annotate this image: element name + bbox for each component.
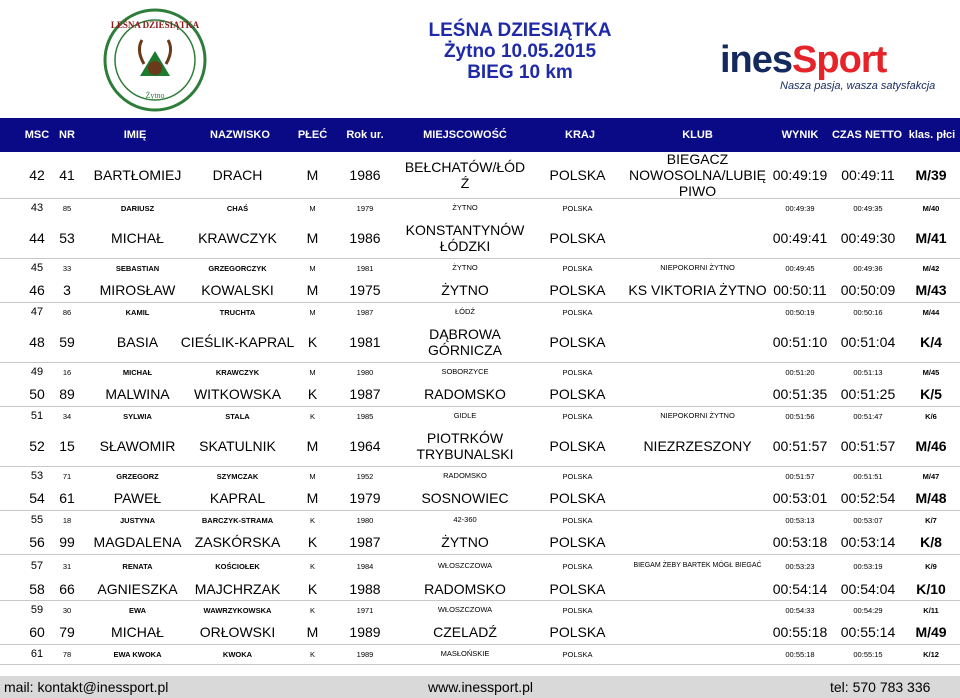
svg-text:Żytno: Żytno	[145, 91, 165, 100]
cell-kraj: POLSKA	[549, 386, 606, 402]
cell-nr: 16	[62, 367, 72, 377]
cell-klub	[620, 620, 775, 644]
cell-rok: 1971	[356, 605, 374, 615]
cell-klas: M/49	[915, 624, 947, 640]
cell-klub	[620, 362, 775, 382]
cell-wynik: 00:54:33	[785, 605, 815, 615]
table-row	[0, 362, 960, 383]
event-logo	[100, 6, 210, 114]
cell-plec: M	[306, 490, 319, 506]
cell-wynik: 00:49:19	[772, 167, 828, 183]
col-miejscowosc: MIEJSCOWOŚĆ	[423, 129, 507, 141]
cell-netto: 00:55:14	[840, 624, 896, 640]
cell-netto: 00:51:25	[840, 386, 896, 402]
cell-miejscowosc: GIDLE	[453, 410, 477, 420]
cell-nazwisko: KOŚCIOŁEK	[215, 561, 260, 571]
col-wynik: WYNIK	[781, 129, 819, 141]
cell-wynik: 00:51:57	[785, 471, 815, 481]
cell-rok: 1986	[349, 230, 381, 246]
cell-nazwisko: CHAŚ	[226, 203, 249, 213]
cell-nazwisko: SKATULNIK	[199, 438, 276, 454]
cell-imie: AGNIESZKA	[97, 581, 178, 597]
cell-nazwisko: STALA	[225, 411, 250, 421]
cell-netto: 00:51:51	[853, 471, 883, 481]
cell-kraj: POLSKA	[562, 471, 593, 481]
cell-plec: M	[309, 367, 316, 377]
cell-imie: MICHAŁ	[111, 624, 164, 640]
cell-nazwisko: KRAWCZYK	[198, 230, 277, 246]
cell-wynik: 00:51:10	[772, 334, 828, 350]
cell-wynik: 00:53:23	[785, 561, 815, 571]
cell-klub	[620, 322, 775, 362]
cell-kraj: POLSKA	[549, 230, 606, 246]
cell-nr: 15	[59, 438, 75, 454]
cell-klas: K/4	[920, 334, 942, 350]
cell-klas: M/40	[922, 203, 940, 213]
cell-netto: 00:53:19	[853, 561, 883, 571]
cell-wynik: 00:50:11	[773, 282, 827, 298]
cell-miejscowosc: MASŁOŃSKIE	[440, 648, 490, 658]
cell-imie: EWA KWOKA	[113, 649, 162, 659]
cell-rok: 1981	[356, 263, 374, 273]
cell-wynik: 00:53:01	[772, 490, 828, 506]
cell-miejscowosc: WŁOSZCZOWA	[437, 560, 493, 570]
cell-imie: DARIUSZ	[120, 203, 155, 213]
cell-nr: 34	[62, 411, 72, 421]
cell-msc: 60	[29, 624, 45, 640]
cell-plec: K	[309, 605, 315, 615]
cell-klas: M/41	[915, 230, 947, 246]
table-row	[0, 322, 960, 363]
cell-rok: 1980	[356, 367, 374, 377]
cell-nazwisko: WITKOWSKA	[193, 386, 282, 402]
cell-miejscowosc: CZELADŹ	[433, 623, 497, 640]
cell-klas: K/8	[920, 534, 942, 550]
cell-miejscowosc: DĄBROWA GÓRNICZA	[428, 325, 502, 358]
cell-miejscowosc: ŻYTNO	[441, 533, 489, 550]
cell-miejscowosc: RADOMSKO	[424, 580, 506, 597]
table-row	[0, 302, 960, 323]
table-row	[0, 258, 960, 279]
cell-plec: M	[306, 230, 319, 246]
cell-rok: 1986	[349, 167, 381, 183]
table-row	[0, 382, 960, 407]
cell-imie: EWA	[128, 605, 147, 615]
brand-prefix: ines	[720, 39, 793, 81]
cell-nazwisko: SZYMCZAK	[216, 471, 259, 481]
cell-imie: SŁAWOMIR	[99, 438, 176, 454]
cell-msc: 44	[29, 230, 45, 246]
col-rok: Rok ur.	[346, 129, 384, 141]
cell-nr: 53	[59, 230, 75, 246]
cell-kraj: POLSKA	[549, 438, 606, 454]
cell-netto: 00:51:47	[853, 411, 883, 421]
cell-nr: 99	[59, 534, 75, 550]
cell-klas: K/12	[923, 649, 939, 659]
cell-wynik: 00:51:57	[772, 438, 828, 454]
cell-klub: NIEPOKORNI ŻYTNO	[660, 410, 735, 420]
cell-klub	[620, 600, 775, 620]
table-row	[0, 530, 960, 555]
cell-kraj: POLSKA	[549, 334, 606, 350]
page-header	[0, 0, 960, 118]
cell-netto: 00:49:11	[841, 167, 895, 183]
table-row	[0, 198, 960, 219]
table-row	[0, 152, 960, 199]
cell-miejscowosc: ŻYTNO	[441, 281, 489, 298]
cell-imie: PAWEŁ	[113, 490, 162, 506]
table-row	[0, 406, 960, 427]
cell-kraj: POLSKA	[549, 490, 606, 506]
cell-netto: 00:51:57	[840, 438, 896, 454]
cell-kraj: POLSKA	[562, 649, 593, 659]
cell-imie: BARTŁOMIEJ	[93, 167, 182, 183]
cell-plec: M	[309, 203, 316, 213]
cell-nazwisko: WAWRZYKOWSKA	[203, 605, 272, 615]
cell-msc: 49	[30, 366, 44, 378]
table-row	[0, 278, 960, 303]
cell-wynik: 00:51:35	[772, 386, 828, 402]
col-plec: PŁEĆ	[297, 129, 328, 141]
cell-klub	[620, 578, 775, 600]
cell-rok: 1984	[356, 561, 374, 571]
col-nazwisko: NAZWISKO	[210, 129, 270, 141]
col-klub: KLUB	[682, 129, 713, 141]
cell-msc: 46	[29, 282, 45, 298]
cell-klub: BIEGAM ŻEBY BARTEK MÓGŁ BIEGAĆ	[633, 561, 762, 569]
cell-klas: M/39	[915, 167, 947, 183]
cell-klub	[620, 218, 775, 258]
cell-netto: 00:50:16	[853, 307, 883, 317]
cell-rok: 1989	[349, 624, 381, 640]
cell-klas: M/46	[915, 438, 947, 454]
cell-plec: K	[309, 411, 315, 421]
cell-plec: K	[307, 581, 318, 597]
cell-kraj: POLSKA	[562, 411, 593, 421]
cell-msc: 61	[30, 648, 44, 660]
cell-nr: 86	[62, 307, 72, 317]
table-row	[0, 466, 960, 487]
cell-plec: M	[306, 438, 319, 454]
cell-nazwisko: GRZEGORCZYK	[208, 263, 267, 273]
brand-logo	[720, 39, 936, 92]
cell-kraj: POLSKA	[549, 624, 606, 640]
table-row	[0, 578, 960, 601]
cell-netto: 00:52:54	[840, 490, 896, 506]
cell-miejscowosc: RADOMSKO	[443, 470, 487, 480]
cell-msc: 45	[30, 262, 44, 274]
cell-rok: 1987	[356, 307, 374, 317]
cell-imie: JUSTYNA	[119, 515, 155, 525]
cell-netto: 00:51:04	[840, 334, 896, 350]
cell-imie: SYLWIA	[123, 411, 152, 421]
table-row	[0, 510, 960, 531]
col-kraj: KRAJ	[565, 129, 595, 141]
cell-klub: NIEPOKORNI ŻYTNO	[660, 262, 735, 272]
cell-nazwisko: ZASKÓRSKA	[194, 534, 281, 550]
cell-nr: 78	[62, 649, 72, 659]
cell-klas: K/9	[925, 561, 937, 571]
cell-plec: K	[309, 515, 315, 525]
brand-name	[720, 40, 886, 80]
cell-wynik: 00:54:14	[772, 581, 828, 597]
cell-rok: 1987	[349, 386, 381, 402]
svg-text:LEŚNA DZIESIĄTKA: LEŚNA DZIESIĄTKA	[110, 20, 200, 30]
cell-klub: KS VIKTORIA ŻYTNO	[628, 281, 767, 298]
table-row	[0, 554, 960, 579]
cell-klub	[620, 510, 775, 530]
cell-msc: 51	[30, 410, 44, 422]
cell-plec: M	[309, 471, 316, 481]
cell-kraj: POLSKA	[562, 307, 593, 317]
cell-kraj: POLSKA	[562, 367, 593, 377]
cell-miejscowosc: 42-360	[453, 514, 477, 524]
col-klas: klas. płci	[908, 129, 956, 141]
cell-miejscowosc: WŁOSZCZOWA	[437, 604, 493, 614]
cell-msc: 54	[29, 490, 45, 506]
cell-imie: MICHAŁ	[122, 367, 153, 377]
cell-wynik: 00:53:13	[785, 515, 815, 525]
event-date: Żytno 10.05.2015	[443, 41, 597, 62]
cell-msc: 43	[30, 202, 44, 214]
footer-website: www.inessport.pl	[428, 679, 534, 695]
table-row	[0, 644, 960, 665]
cell-klas: K/7	[925, 515, 937, 525]
cell-plec: K	[307, 334, 318, 350]
table-row	[0, 620, 960, 645]
cell-kraj: POLSKA	[562, 515, 593, 525]
cell-netto: 00:49:30	[840, 230, 896, 246]
cell-msc: 52	[29, 438, 45, 454]
cell-nr: 89	[59, 386, 75, 402]
cell-klas: K/5	[920, 386, 942, 402]
event-distance: BIEG 10 km	[467, 62, 573, 83]
event-name: LEŚNA DZIESIĄTKA	[428, 20, 612, 41]
cell-rok: 1980	[356, 515, 374, 525]
brand-tagline: Nasza pasja, wasza satysfakcja	[780, 80, 936, 92]
cell-rok: 1985	[356, 411, 374, 421]
cell-nazwisko: DRACH	[212, 167, 263, 183]
cell-nr: 71	[62, 471, 72, 481]
cell-klas: K/10	[916, 581, 946, 597]
cell-nr: 18	[62, 515, 72, 525]
cell-plec: K	[309, 649, 315, 659]
cell-nr: 33	[62, 263, 72, 273]
cell-klub	[620, 302, 775, 322]
cell-nr: 85	[62, 203, 72, 213]
cell-nr: 79	[59, 624, 75, 640]
cell-klub	[620, 466, 775, 486]
cell-plec: M	[309, 263, 316, 273]
cell-klas: M/48	[915, 490, 947, 506]
cell-miejscowosc: SOBORZYCE	[441, 366, 489, 376]
cell-miejscowosc: SOSNOWIEC	[421, 489, 509, 506]
cell-klub	[620, 382, 775, 406]
cell-msc: 59	[30, 604, 44, 616]
cell-nazwisko: BARCZYK-STRAMA	[201, 515, 274, 525]
cell-msc: 55	[30, 514, 44, 526]
cell-miejscowosc: ŻYTNO	[452, 202, 478, 212]
col-msc: MSC	[24, 129, 50, 141]
cell-kraj: POLSKA	[549, 167, 606, 183]
cell-nr: 41	[59, 167, 75, 183]
cell-kraj: POLSKA	[562, 605, 593, 615]
cell-klub	[620, 530, 775, 554]
cell-wynik: 00:49:39	[785, 203, 815, 213]
cell-plec: K	[307, 534, 318, 550]
cell-nazwisko: KOWALSKI	[201, 282, 274, 298]
cell-plec: M	[306, 167, 319, 183]
cell-rok: 1979	[349, 490, 381, 506]
cell-nr: 66	[59, 581, 75, 597]
table-row	[0, 486, 960, 511]
cell-nazwisko: KAPRAL	[209, 490, 266, 506]
cell-imie: BASIA	[116, 334, 159, 350]
cell-rok: 1975	[349, 282, 381, 298]
cell-rok: 1988	[349, 581, 381, 597]
cell-kraj: POLSKA	[562, 263, 593, 273]
cell-netto: 00:54:04	[840, 581, 896, 597]
cell-klub	[620, 486, 775, 510]
cell-miejscowosc: PIOTRKÓW TRYBUNALSKI	[416, 429, 514, 462]
cell-wynik: 00:49:41	[772, 230, 828, 246]
cell-netto: 00:49:36	[853, 263, 883, 273]
cell-wynik: 00:51:56	[785, 411, 815, 421]
table-row	[0, 218, 960, 259]
cell-msc: 53	[30, 470, 44, 482]
col-nr: NR	[59, 129, 75, 141]
cell-nazwisko: KWOKA	[222, 649, 253, 659]
event-title	[380, 20, 660, 83]
cell-netto: 00:51:13	[853, 367, 883, 377]
cell-plec: M	[306, 282, 319, 298]
cell-msc: 47	[30, 306, 44, 318]
cell-miejscowosc: BEŁCHATÓW/ŁÓD Ź	[404, 158, 526, 191]
cell-plec: M	[306, 624, 319, 640]
cell-netto: 00:53:07	[853, 515, 883, 525]
cell-imie: MALWINA	[105, 386, 170, 402]
cell-netto: 00:50:09	[840, 282, 896, 298]
cell-nr: 30	[62, 605, 72, 615]
cell-nazwisko: TRUCHTA	[219, 307, 256, 317]
cell-miejscowosc: RADOMSKO	[424, 385, 506, 402]
table-row	[0, 600, 960, 621]
cell-msc: 56	[29, 534, 45, 550]
cell-imie: MIROSŁAW	[99, 282, 176, 298]
cell-klas: K/11	[923, 605, 939, 615]
cell-nr: 59	[59, 334, 75, 350]
cell-klub	[620, 644, 775, 664]
brand-suffix: Sport	[792, 39, 887, 81]
cell-netto: 00:53:14	[840, 534, 896, 550]
cell-nazwisko: CIEŚLIK-KAPRAL	[180, 334, 295, 350]
page-footer	[0, 676, 960, 698]
cell-wynik: 00:50:19	[785, 307, 815, 317]
cell-klas: M/42	[922, 263, 940, 273]
cell-kraj: POLSKA	[562, 203, 593, 213]
cell-wynik: 00:55:18	[785, 649, 815, 659]
cell-imie: GRZEGORZ	[116, 471, 159, 481]
cell-msc: 58	[29, 581, 45, 597]
cell-kraj: POLSKA	[549, 282, 606, 298]
cell-nazwisko: MAJCHRZAK	[194, 581, 281, 597]
cell-wynik: 00:55:18	[772, 624, 828, 640]
cell-kraj: POLSKA	[549, 581, 606, 597]
cell-nr: 31	[62, 561, 72, 571]
cell-rok: 1979	[356, 203, 374, 213]
cell-klub: NIEZRZESZONY	[643, 437, 752, 454]
cell-netto: 00:49:35	[853, 203, 883, 213]
cell-rok: 1964	[349, 438, 381, 454]
cell-kraj: POLSKA	[562, 561, 593, 571]
cell-nr: 3	[63, 282, 71, 298]
cell-nr: 61	[59, 490, 75, 506]
cell-klas: K/6	[925, 411, 937, 421]
cell-imie: SEBASTIAN	[115, 263, 160, 273]
cell-plec: K	[307, 386, 318, 402]
cell-plec: M	[309, 307, 316, 317]
cell-wynik: 00:49:45	[785, 263, 815, 273]
cell-wynik: 00:51:20	[785, 367, 815, 377]
cell-klas: M/44	[922, 307, 940, 317]
cell-miejscowosc: ŻYTNO	[452, 262, 478, 272]
cell-msc: 57	[30, 560, 44, 572]
cell-nazwisko: ORŁOWSKI	[199, 624, 276, 640]
cell-msc: 48	[29, 334, 45, 350]
cell-plec: K	[309, 561, 315, 571]
col-czas-netto: CZAS NETTO	[831, 129, 903, 141]
cell-kraj: POLSKA	[549, 534, 606, 550]
cell-klub	[620, 198, 775, 218]
cell-rok: 1989	[356, 649, 374, 659]
cell-rok: 1981	[349, 334, 381, 350]
cell-wynik: 00:53:18	[772, 534, 828, 550]
table-header	[0, 118, 960, 152]
cell-netto: 00:54:29	[853, 605, 883, 615]
table-row	[0, 426, 960, 467]
cell-msc: 42	[29, 167, 45, 183]
cell-nazwisko: KRAWCZYK	[215, 367, 260, 377]
cell-msc: 50	[29, 386, 45, 402]
col-imie: IMIĘ	[123, 129, 147, 141]
cell-klas: M/43	[915, 282, 947, 298]
footer-phone: tel: 570 783 336	[830, 679, 931, 695]
cell-klas: M/47	[922, 471, 940, 481]
cell-rok: 1987	[349, 534, 381, 550]
cell-rok: 1952	[356, 471, 374, 481]
cell-netto: 00:55:15	[853, 649, 883, 659]
footer-email: mail: kontakt@inessport.pl	[4, 679, 169, 695]
cell-imie: KAMIL	[125, 307, 150, 317]
cell-klub: BIEGACZ NOWOSOLNA/LUBIĘ PIWO	[629, 150, 766, 200]
cell-miejscowosc: ŁÓDŹ	[454, 306, 475, 316]
cell-imie: MICHAŁ	[111, 230, 164, 246]
cell-miejscowosc: KONSTANTYNÓW ŁÓDZKI	[405, 221, 525, 254]
cell-imie: MAGDALENA	[93, 534, 182, 550]
cell-imie: RENATA	[122, 561, 153, 571]
cell-klas: M/45	[922, 367, 940, 377]
